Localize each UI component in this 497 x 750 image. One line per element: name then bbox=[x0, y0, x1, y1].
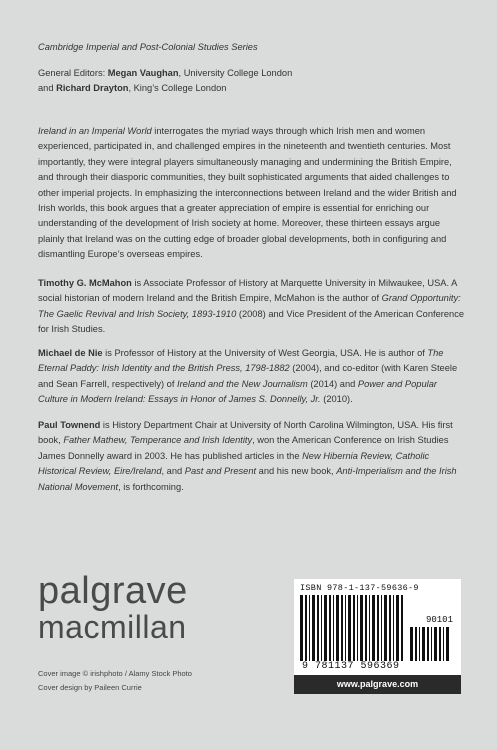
price-code: 90101 bbox=[425, 615, 453, 625]
bio-text: is History Department Chair at University of North Carolina Wilmington, USA. His first book, bbox=[38, 420, 453, 446]
bio-book-title: Ireland and the New Journalism bbox=[177, 378, 308, 389]
barcode-bar bbox=[300, 595, 303, 661]
logo-line-2: macmillan bbox=[38, 609, 187, 645]
editors-prefix: General Editors: bbox=[38, 68, 108, 78]
barcode-bar bbox=[401, 595, 403, 661]
barcode-bar bbox=[389, 595, 391, 661]
barcode-bar bbox=[381, 595, 382, 661]
barcode-bar bbox=[309, 595, 310, 661]
barcode-bar bbox=[360, 595, 363, 661]
blurb-book-title: Ireland in an Imperial World bbox=[38, 126, 152, 136]
editors-and: and bbox=[38, 83, 57, 93]
bio-book-title: Anti-Imperialism and the Irish National Movement bbox=[38, 466, 457, 492]
barcode-bar bbox=[345, 595, 346, 661]
barcode-bar bbox=[446, 627, 449, 661]
bio-text: is Professor of History at the University of West Georgia, USA. He is author of bbox=[102, 348, 428, 358]
bio-book-title: Power and Popular Culture in Modern Ireland: Essays in Honor of James S. Donnelly, Jr. bbox=[38, 378, 437, 405]
barcode-bar bbox=[353, 595, 355, 661]
barcode-bar bbox=[396, 595, 399, 661]
barcode-bar bbox=[336, 595, 339, 661]
editor-name-2: Richard Drayton bbox=[56, 83, 129, 93]
barcode-bar bbox=[341, 595, 343, 661]
barcode-bar bbox=[377, 595, 379, 661]
barcode-bar bbox=[321, 595, 322, 661]
blurb-text: interrogates the myriad ways through which Irish men and women experienced, participated in, and challenged empires in the nineteenth and twentieth centuries. Most importantly, they were integral players simultaneously managing and undermining the British Empire, and through their diasporic communities, they built sophisticated arguments that aided challenges to other imperial projects. In emphasizing the interconnections between Ireland and the wider British and Irish worlds, this book argues that a greater appreciation of empire is essential for enriching our understanding of the development of Irish society at home. Moreover, these thirteen essays argue plainly that Ireland was on the cutting edge of broader global developments, both in configuring and dismantling Europe’s overseas empires. bbox=[38, 126, 457, 260]
editor-inst-2: , King’s College London bbox=[128, 83, 227, 93]
barcode-bar bbox=[329, 595, 331, 661]
barcode-bar bbox=[419, 627, 420, 661]
barcode-bar bbox=[324, 595, 327, 661]
barcode-bar bbox=[312, 595, 315, 661]
ean-barcode-bars bbox=[300, 595, 404, 661]
bio-journal-title: Past and Present bbox=[184, 466, 257, 477]
barcode-bar bbox=[384, 595, 387, 661]
book-blurb bbox=[38, 124, 468, 263]
barcode-bar bbox=[415, 627, 417, 661]
bio-text: , won the American Conference on Irish Studies James Donnelly award in 2003. He has published articles in the bbox=[38, 435, 449, 461]
barcode-bar bbox=[348, 595, 351, 661]
bio-text: and his new book, bbox=[256, 466, 337, 477]
barcode-bar bbox=[431, 627, 432, 661]
general-editors bbox=[38, 66, 458, 96]
barcode-bar bbox=[422, 627, 425, 661]
barcode-bar bbox=[357, 595, 358, 661]
editor-inst-1: , University College London bbox=[178, 68, 293, 78]
isbn-barcode bbox=[294, 579, 461, 675]
bio-text: (2004), and co-editor (with Karen Steele and Sean Farrell, respectively) of bbox=[38, 363, 458, 389]
barcode-bar bbox=[427, 627, 429, 661]
series-title: Cambridge Imperial and Post-Colonial Studies Series bbox=[38, 42, 258, 52]
barcode-bar bbox=[317, 595, 319, 661]
bio-name: Paul Townend bbox=[38, 420, 101, 430]
bio-text: , and bbox=[161, 466, 185, 477]
logo-line-1: palgrave bbox=[38, 570, 188, 612]
publisher-url[interactable]: www.palgrave.com bbox=[294, 675, 461, 694]
addon-barcode-bars bbox=[410, 627, 452, 661]
barcode-bar bbox=[434, 627, 437, 661]
bio-name: Timothy G. McMahon bbox=[38, 278, 132, 288]
bio-journal-titles: New Hibernia Review, Catholic Historical Review, Eire/Ireland bbox=[38, 450, 430, 477]
bio-text: (2008) and Vice President of the American Conference for Irish Studies. bbox=[38, 308, 465, 335]
barcode-bar bbox=[443, 627, 444, 661]
barcode-bar bbox=[305, 595, 307, 661]
barcode-bar bbox=[372, 595, 375, 661]
cover-credits bbox=[38, 667, 192, 695]
bio-townend bbox=[38, 418, 468, 495]
cover-image-credit: Cover image © irishphoto / Alamy Stock Photo bbox=[38, 669, 192, 678]
barcode-bar bbox=[333, 595, 334, 661]
bio-de-nie bbox=[38, 346, 468, 408]
bio-book-title: Father Mathew, Temperance and Irish Identity bbox=[63, 435, 253, 446]
barcode-bar bbox=[393, 595, 394, 661]
bio-text: (2014) and bbox=[307, 378, 358, 389]
barcode-bar bbox=[369, 595, 370, 661]
editor-name-1: Megan Vaughan bbox=[107, 68, 179, 78]
publisher-logo bbox=[38, 570, 188, 645]
barcode-bar bbox=[365, 595, 367, 661]
cover-design-credit: Cover design by Paileen Currie bbox=[38, 683, 142, 692]
bio-text: is Associate Professor of History at Marquette University in Milwaukee, USA. A social historian of modern Ireland and the British Empire, McMahon is the author of bbox=[38, 278, 457, 304]
barcode-bar bbox=[439, 627, 441, 661]
bio-text: (2010). bbox=[320, 394, 353, 405]
ean-digits: 9 781137 596369 bbox=[302, 661, 400, 672]
bio-book-title: The Eternal Paddy: Irish Identity and the British Press, 1798-1882 bbox=[38, 348, 444, 374]
bio-book-title: Grand Opportunity: The Gaelic Revival and Irish Society, 1893-1910 bbox=[38, 293, 461, 319]
isbn-label: ISBN 978-1-137-59636-9 bbox=[300, 583, 419, 593]
bio-name: Michael de Nie bbox=[38, 348, 103, 358]
bio-text: , is forthcoming. bbox=[118, 481, 184, 492]
barcode-bar bbox=[410, 627, 413, 661]
bio-mcmahon bbox=[38, 276, 468, 338]
